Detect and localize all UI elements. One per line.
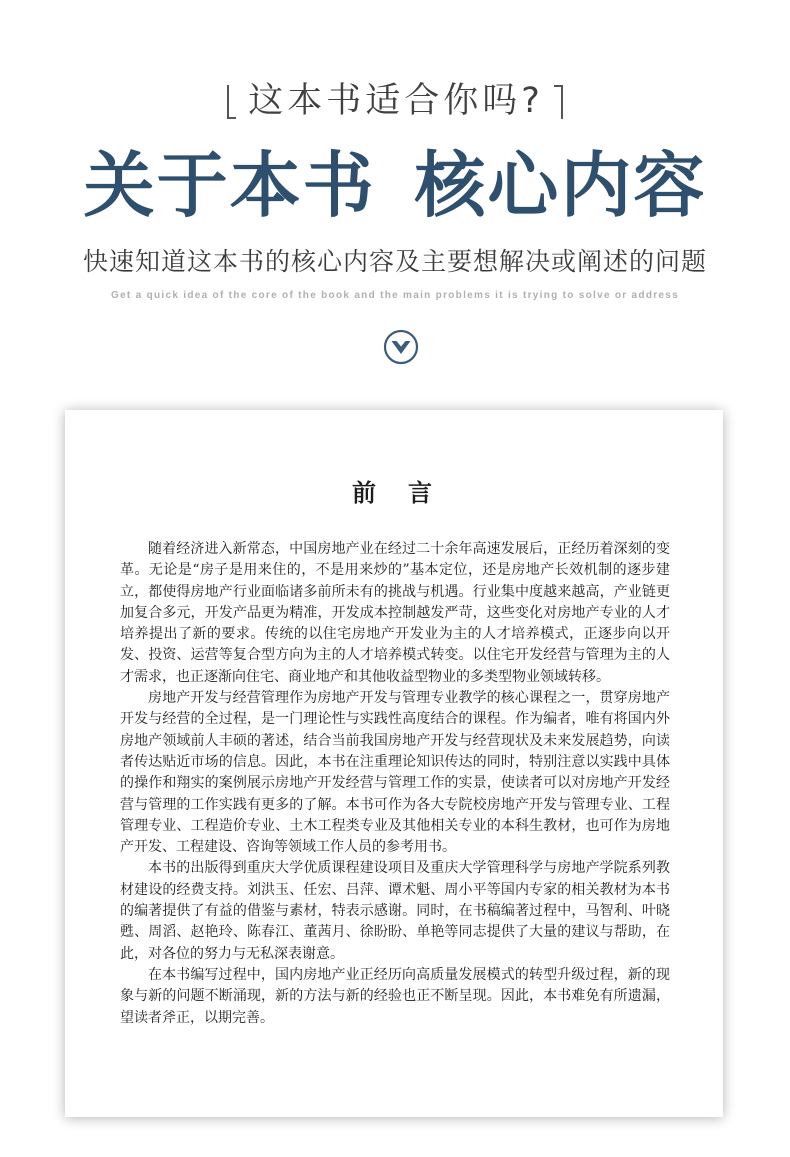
preface-paragraph xyxy=(120,688,670,858)
preface-line: 的编著提供了有益的借鉴与素材，特表示感谢。同时，在书稿编著过程中，马智利、叶晓 xyxy=(120,903,670,920)
question-text: 这本书适合你吗? xyxy=(248,81,544,121)
preface-body xyxy=(120,539,670,1029)
preface-page xyxy=(65,410,723,1117)
preface-paragraph xyxy=(120,965,670,1029)
preface-paragraph xyxy=(120,858,670,964)
left-bracket-decoration xyxy=(227,85,236,119)
preface-line: 管理专业、工程造价专业、土木工程类专业及其他相关专业的本科生教材，也可作为房地 xyxy=(120,817,670,834)
preface-line: 立，都使得房地产行业面临诸多前所未有的挑战与机遇。行业集中度越来越高，产业链更 xyxy=(120,583,670,600)
preface-line: 随着经济进入新常态，中国房地产业在经过二十余年高速发展后，正经历着深刻的变 xyxy=(148,541,670,557)
preface-line: 房地产开发与经营管理作为房地产开发与管理专业教学的核心课程之一，贯穿房地产 xyxy=(148,690,670,707)
right-bracket-decoration xyxy=(554,85,563,119)
subtitle: 快速知道这本书的核心内容及主要想解决或阐述的问题 xyxy=(82,247,707,276)
preface-line: 象与新的问题不断涌现，新的方法与新的经验也正不断呈现。因此，本书难免有所遗漏， xyxy=(120,988,670,1005)
preface-line: 开发与经营的全过程，是一门理论性与实践性高度结合的课程。作为编者，唯有将国内外 xyxy=(120,711,670,728)
preface-line: 产开发、工程建设、咨询等领域工作人员的参考用书。 xyxy=(120,839,456,856)
preface-line: 才需求，也正逐渐向住宅、商业地产和其他收益型物业的多类型物业领域转移。 xyxy=(120,668,610,685)
preface-line: 本书的出版得到重庆大学优质课程建设项目及重庆大学管理科学与房地产学院系列教 xyxy=(148,860,670,877)
preface-line: 望读者斧正，以期完善。 xyxy=(120,1009,274,1026)
preface-line: 房地产领域前人丰硕的著述，结合当前我国房地产开发与经营现状及未来发展趋势，向读 xyxy=(120,732,670,749)
preface-line: 材建设的经费支持。刘洪玉、任宏、吕萍、谭术魁、周小平等国内专家的相关教材为本书 xyxy=(120,881,670,898)
preface-line: 的操作和翔实的案例展示房地产开发经营与管理工作的实景，使读者可以对房地产开发经 xyxy=(120,775,670,792)
preface-paragraph xyxy=(120,539,670,688)
preface-heading: 前 言 xyxy=(352,478,436,507)
preface-line: 者传达贴近市场的信息。因此，本书在注重理论知识传达的同时，特别注意以实践中具体 xyxy=(120,753,670,770)
preface-line: 在本书编写过程中，国内房地产业正经历向高质量发展模式的转型升级过程，新的现 xyxy=(148,966,670,983)
preface-line: 加复合多元，开发产品更为精准，开发成本控制越发严苛，这些变化对房地产专业的人才 xyxy=(120,604,670,621)
preface-line: 此，对各位的努力与无私深表谢意。 xyxy=(120,945,344,962)
preface-line: 甦、周滔、赵艳玲、陈春江、董茜月、徐盼盼、单艳等同志提供了大量的建议与帮助，在 xyxy=(120,924,670,941)
chevron-down-circle-icon xyxy=(383,329,419,365)
preface-line: 发、投资、运营等复合型方向为主的人才培养模式转变。以住宅开发经营与管理为主的人 xyxy=(120,647,670,664)
preface-line: 营与管理的工作实践有更多的了解。本书可作为各大专院校房地产开发与管理专业、工程 xyxy=(120,796,670,813)
preface-line: 革。无论是“房子是用来住的，不是用来炒的”基本定位，还是房地产长效机制的逐步建 xyxy=(120,562,670,579)
subtitle-english: Get a quick idea of the core of the book and the main problems it is trying to solve or address xyxy=(110,290,680,301)
question-banner xyxy=(0,81,790,121)
main-title: 关于本书 核心内容 xyxy=(83,143,707,227)
preface-line: 培养提出了新的要求。传统的以住宅房地产开发业为主的人才培养模式，正逐步向以开 xyxy=(120,626,670,643)
